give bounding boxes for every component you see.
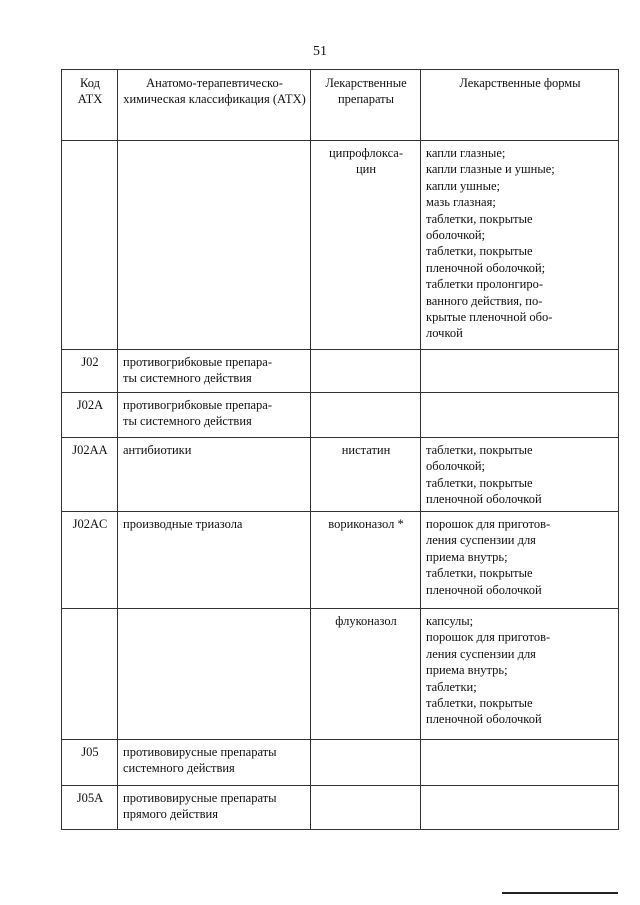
drug-cell: флуконазол bbox=[311, 609, 421, 740]
page-number: 51 bbox=[313, 44, 327, 59]
classification-cell: противогрибковые препара- ты системного действия bbox=[118, 350, 311, 393]
header-classification: Анатомо-терапевтическо-химическая классификация (АТХ) bbox=[118, 70, 311, 141]
classification-cell bbox=[118, 609, 311, 740]
atx-code-cell bbox=[62, 141, 118, 350]
drug-cell bbox=[311, 350, 421, 393]
dosage-forms-cell: капли глазные; капли глазные и ушные; капли ушные; мазь глазная; таблетки, покрытые оболочкой; таблетки, покрытые пленочной оболочкой; таблетки пролонгиро- ванного действия, по- крытые пленочной обо- лочкой bbox=[421, 141, 619, 350]
atx-drug-table bbox=[61, 69, 619, 830]
drug-cell: вориконазол * bbox=[311, 512, 421, 609]
dosage-forms-cell bbox=[421, 393, 619, 438]
table-row bbox=[62, 393, 619, 438]
classification-cell: противовирусные препараты системного действия bbox=[118, 740, 311, 786]
dosage-forms-cell bbox=[421, 740, 619, 786]
atx-code-cell: J05 bbox=[62, 740, 118, 786]
table-row bbox=[62, 141, 619, 350]
drug-cell: нистатин bbox=[311, 438, 421, 512]
classification-cell: противовирусные препараты прямого действия bbox=[118, 786, 311, 830]
drug-cell: ципрофлокса- цин bbox=[311, 141, 421, 350]
classification-cell: антибиотики bbox=[118, 438, 311, 512]
drug-cell bbox=[311, 393, 421, 438]
dosage-forms-cell bbox=[421, 350, 619, 393]
table-row bbox=[62, 438, 619, 512]
header-atx-code: Код АТХ bbox=[62, 70, 118, 141]
table-row bbox=[62, 350, 619, 393]
table-header-row bbox=[62, 70, 619, 141]
table-row bbox=[62, 740, 619, 786]
table-row bbox=[62, 609, 619, 740]
drug-cell bbox=[311, 786, 421, 830]
classification-cell bbox=[118, 141, 311, 350]
header-drugs: Лекарственные препараты bbox=[311, 70, 421, 141]
atx-code-cell bbox=[62, 609, 118, 740]
atx-code-cell: J02AA bbox=[62, 438, 118, 512]
table-row bbox=[62, 786, 619, 830]
table-row bbox=[62, 512, 619, 609]
dosage-forms-cell: порошок для приготов- ления суспензии для приема внутрь; таблетки, покрытые пленочной оболочкой bbox=[421, 512, 619, 609]
atx-code-cell: J02A bbox=[62, 393, 118, 438]
atx-code-cell: J05A bbox=[62, 786, 118, 830]
dosage-forms-cell: таблетки, покрытые оболочкой; таблетки, покрытые пленочной оболочкой bbox=[421, 438, 619, 512]
footer-rule bbox=[502, 892, 618, 894]
dosage-forms-cell bbox=[421, 786, 619, 830]
atx-code-cell: J02 bbox=[62, 350, 118, 393]
drug-cell bbox=[311, 740, 421, 786]
header-forms: Лекарственные формы bbox=[421, 70, 619, 141]
classification-cell: противогрибковые препара- ты системного действия bbox=[118, 393, 311, 438]
dosage-forms-cell: капсулы; порошок для приготов- ления суспензии для приема внутрь; таблетки; таблетки, покрытые пленочной оболочкой bbox=[421, 609, 619, 740]
classification-cell: производные триазола bbox=[118, 512, 311, 609]
atx-code-cell: J02AC bbox=[62, 512, 118, 609]
